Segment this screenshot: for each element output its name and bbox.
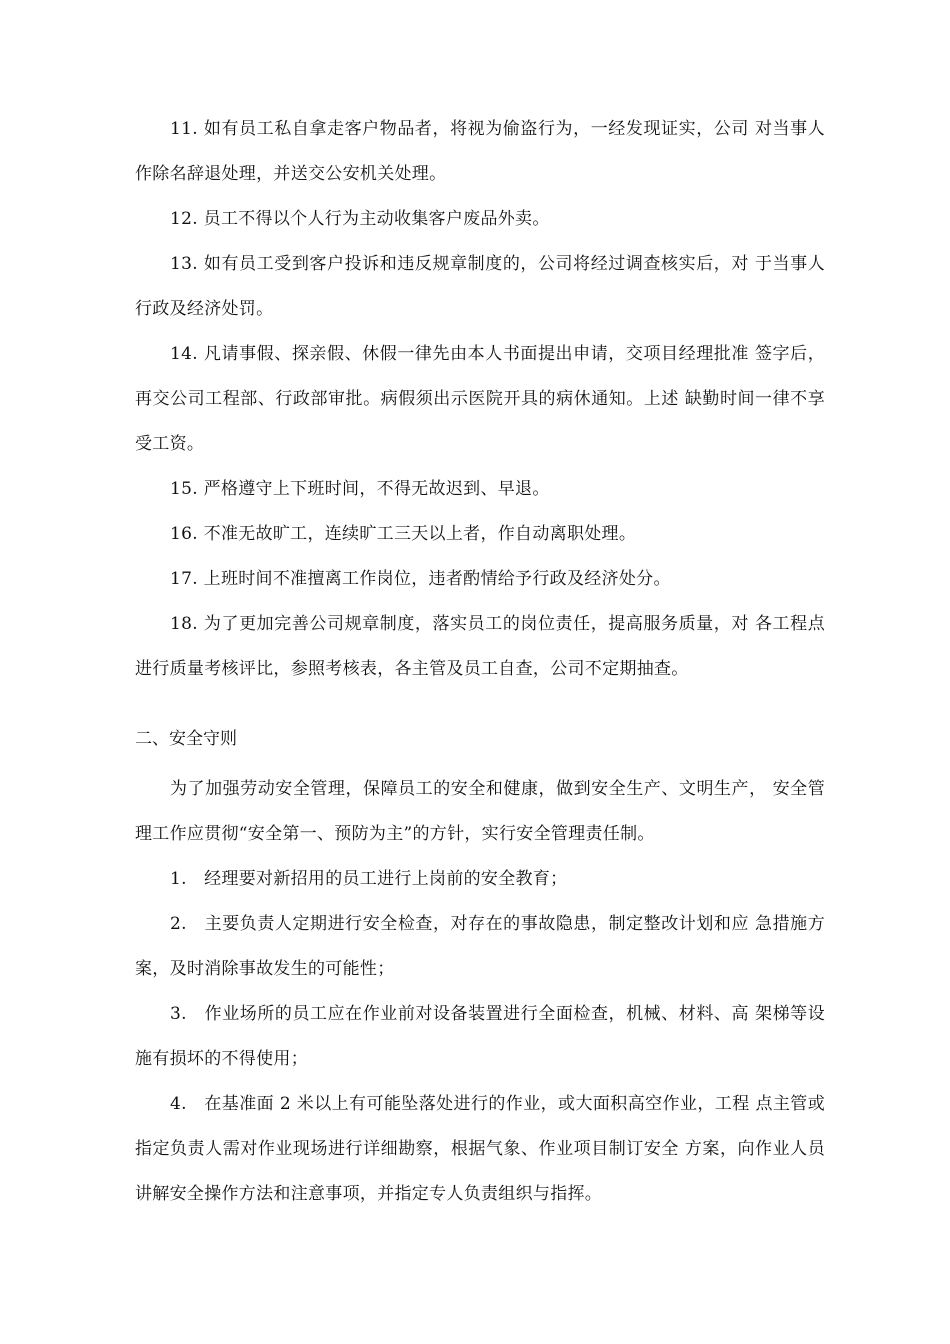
- rule-item-12: 12. 员工不得以个人行为主动收集客户废品外卖。: [170, 209, 550, 229]
- section-heading-safety: 二、安全守则: [135, 729, 237, 749]
- safety-intro: 为了加强劳动安全管理，保障员工的安全和健康，做到安全生产、文明生产， 安全管理工作应贯彻“安全第一、预防为主”的方针，实行安全管理责任制。: [135, 779, 825, 844]
- rule-item-15: 15. 严格遵守上下班时间，不得无故迟到、早退。: [170, 479, 550, 499]
- rule-item-11: 11. 如有员工私自拿走客户物品者，将视为偷盗行为，一经发现证实，公司 对当事人作除名辞退处理，并送交公安机关处理。: [135, 119, 825, 184]
- section-gap: [135, 692, 825, 717]
- rule-item-13: 13. 如有员工受到客户投诉和违反规章制度的，公司将经过调查核实后，对 于当事人行政及经济处罚。: [135, 254, 825, 319]
- rules-list-continued: [135, 107, 825, 1217]
- rule-item-17: 17. 上班时间不准擅离工作岗位，违者酌情给予行政及经济处分。: [170, 569, 671, 589]
- rule-item-18: 18. 为了更加完善公司规章制度，落实员工的岗位责任，提高服务质量，对 各工程点进行质量考核评比，参照考核表，各主管及员工自查，公司不定期抽查。: [135, 614, 825, 679]
- rule-item-16: 16. 不准无故旷工，连续旷工三天以上者，作自动离职处理。: [170, 524, 637, 544]
- safety-item-4: 4. 在基准面 2 米以上有可能坠落处进行的作业，或大面积高空作业，工程 点主管或指定负责人需对作业现场进行详细勘察，根据气象、作业项目制订安全 方案，向作业人员讲解安全操作方法和注意事项，并指定专人负责组织与指挥。: [135, 1094, 825, 1204]
- safety-item-1: 1. 经理要对新招用的员工进行上岗前的安全教育；: [170, 869, 568, 889]
- rule-item-14: 14. 凡请事假、探亲假、休假一律先由本人书面提出申请，交项目经理批准 签字后，再交公司工程部、行政部审批。病假须出示医院开具的病休通知。上述 缺勤时间一律不享受工资。: [135, 344, 825, 454]
- safety-item-2: 2. 主要负责人定期进行安全检查，对存在的事故隐患，制定整改计划和应 急措施方案，及时消除事故发生的可能性；: [135, 914, 825, 979]
- safety-item-3: 3. 作业场所的员工应在作业前对设备装置进行全面检查，机械、材料、高 架梯等设施有损坏的不得使用；: [135, 1004, 825, 1069]
